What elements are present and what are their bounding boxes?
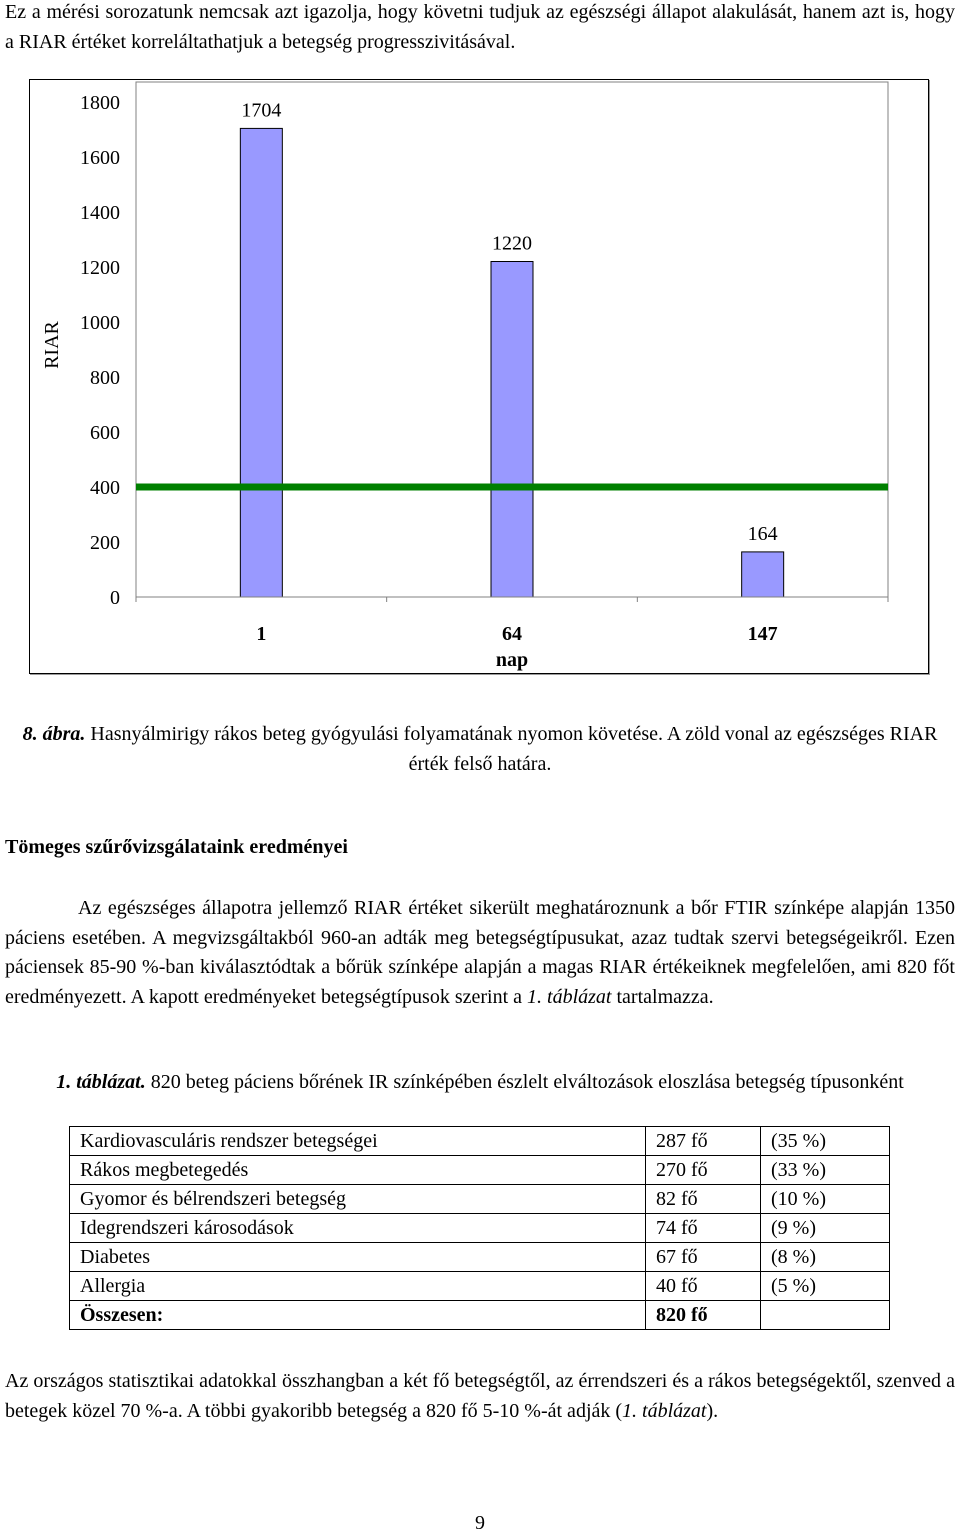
- intro-paragraph: [5, 0, 955, 57]
- table-row: [70, 1214, 890, 1243]
- figure-caption-label: 8. ábra.: [22, 723, 86, 745]
- x-axis-label: nap: [495, 649, 529, 671]
- intro-text: Ez a mérési sorozatunk nemcsak azt igazolja, hogy követni tudjuk az egészségi állapot alakulását, hanem azt is, hogy a RIAR értéket korreláltathatjuk a betegség progresszivitásával.: [5, 1, 955, 53]
- table-cell-disease: Diabetes: [70, 1243, 646, 1272]
- disease-distribution-table: [69, 1126, 890, 1330]
- figure-caption-text: Hasnyálmirigy rákos beteg gyógyulási folyamatának nyomon követése. A zöld vonal az egészséges RIAR érték felső határa.: [85, 723, 938, 775]
- closing-paragraph-text: Az országos statisztikai adatokkal összhangban a két fő betegségtől, az érrendszeri és a rákos betegségektől, szenved a betegek közel 70 %-a. A többi gyakoribb betegség a 820 fő 5-10 %-át adják (: [5, 1370, 955, 1422]
- table-cell-count: 820 fő: [646, 1301, 761, 1330]
- closing-paragraph: [5, 1367, 955, 1426]
- y-tick-label: 1600: [80, 147, 120, 169]
- closing-paragraph-end: ).: [706, 1399, 719, 1422]
- chart-canvas: [30, 80, 930, 675]
- table-cell-disease: Idegrendszeri károsodások: [70, 1214, 646, 1243]
- x-tick-label: 1: [256, 623, 267, 645]
- table-cell-count: 74 fő: [646, 1214, 761, 1243]
- table-caption-text: 820 beteg páciens bőrének IR színképében észlelt elváltozások eloszlása betegség típusonként: [145, 1071, 904, 1093]
- y-tick-label: 0: [110, 587, 120, 609]
- table-row: [70, 1272, 890, 1301]
- y-tick-label: 400: [90, 477, 120, 499]
- x-tick-label: 64: [502, 623, 522, 645]
- y-tick-label: 1000: [80, 312, 120, 334]
- table-total-row: [70, 1301, 890, 1330]
- table-caption-label: 1. táblázat.: [56, 1071, 146, 1093]
- y-tick-label: 600: [90, 422, 120, 444]
- y-tick-label: 200: [90, 532, 120, 554]
- table-cell-percent: (8 %): [761, 1243, 890, 1272]
- x-tick-label: 147: [747, 623, 778, 645]
- bar-data-label: 1704: [241, 99, 282, 122]
- table-cell-percent: (35 %): [761, 1127, 890, 1156]
- body-paragraph-table-ref: 1. táblázat: [527, 985, 612, 1008]
- table-row: [70, 1156, 890, 1185]
- table-row: [70, 1243, 890, 1272]
- body-paragraph-end: tartalmazza.: [611, 985, 714, 1008]
- table-cell-disease: Rákos megbetegedés: [70, 1156, 646, 1185]
- closing-paragraph-table-ref: 1. táblázat: [622, 1399, 707, 1422]
- riar-bar-chart: [29, 79, 929, 674]
- y-tick-label: 1400: [80, 202, 120, 224]
- table-cell-percent: (10 %): [761, 1185, 890, 1214]
- table-cell-disease: Gyomor és bélrendszeri betegség: [70, 1185, 646, 1214]
- y-tick-label: 800: [90, 367, 120, 389]
- figure-caption: [5, 720, 955, 779]
- table-cell-percent: (33 %): [761, 1156, 890, 1185]
- section-heading: Tömeges szűrővizsgálataink eredményei: [5, 836, 348, 858]
- bar: [491, 262, 533, 598]
- body-paragraph-text: Az egészséges állapotra jellemző RIAR értéket sikerült meghatároznunk a bőr FTIR színképe alapján 1350 páciens esetében. A megvizsgáltakból 960-an adták meg betegségtípusukat, azaz tudtak szervi betegségeikről. Ezen páciensek 85-90 %-ban kiválasztódtak a bőrük színképe alapján a magas RIAR értékeiknek megfelelően, ami 820 főt eredményezett. A kapott eredményeket betegségtípusok szerint a: [5, 897, 955, 1008]
- table-cell-percent: (9 %): [761, 1214, 890, 1243]
- table-row: [70, 1185, 890, 1214]
- table-caption: [5, 1068, 955, 1098]
- table-cell-disease: Összesen:: [70, 1301, 646, 1330]
- table-cell-count: 287 fő: [646, 1127, 761, 1156]
- bar: [240, 128, 282, 597]
- page-number: 9: [475, 1512, 485, 1534]
- y-tick-label: 1200: [80, 257, 120, 279]
- body-paragraph: [5, 894, 955, 1012]
- table-cell-percent: (5 %): [761, 1272, 890, 1301]
- table-cell-count: 67 fő: [646, 1243, 761, 1272]
- table-cell-disease: Allergia: [70, 1272, 646, 1301]
- table-row: [70, 1127, 890, 1156]
- table-cell-percent: [761, 1301, 890, 1330]
- table-cell-disease: Kardiovasculáris rendszer betegségei: [70, 1127, 646, 1156]
- y-tick-label: 1800: [80, 92, 120, 114]
- bar: [742, 552, 784, 597]
- table-cell-count: 270 fő: [646, 1156, 761, 1185]
- bar-data-label: 164: [747, 522, 778, 545]
- table-cell-count: 82 fő: [646, 1185, 761, 1214]
- table-cell-count: 40 fő: [646, 1272, 761, 1301]
- y-axis-label: RIAR: [41, 321, 63, 369]
- bar-data-label: 1220: [492, 232, 532, 255]
